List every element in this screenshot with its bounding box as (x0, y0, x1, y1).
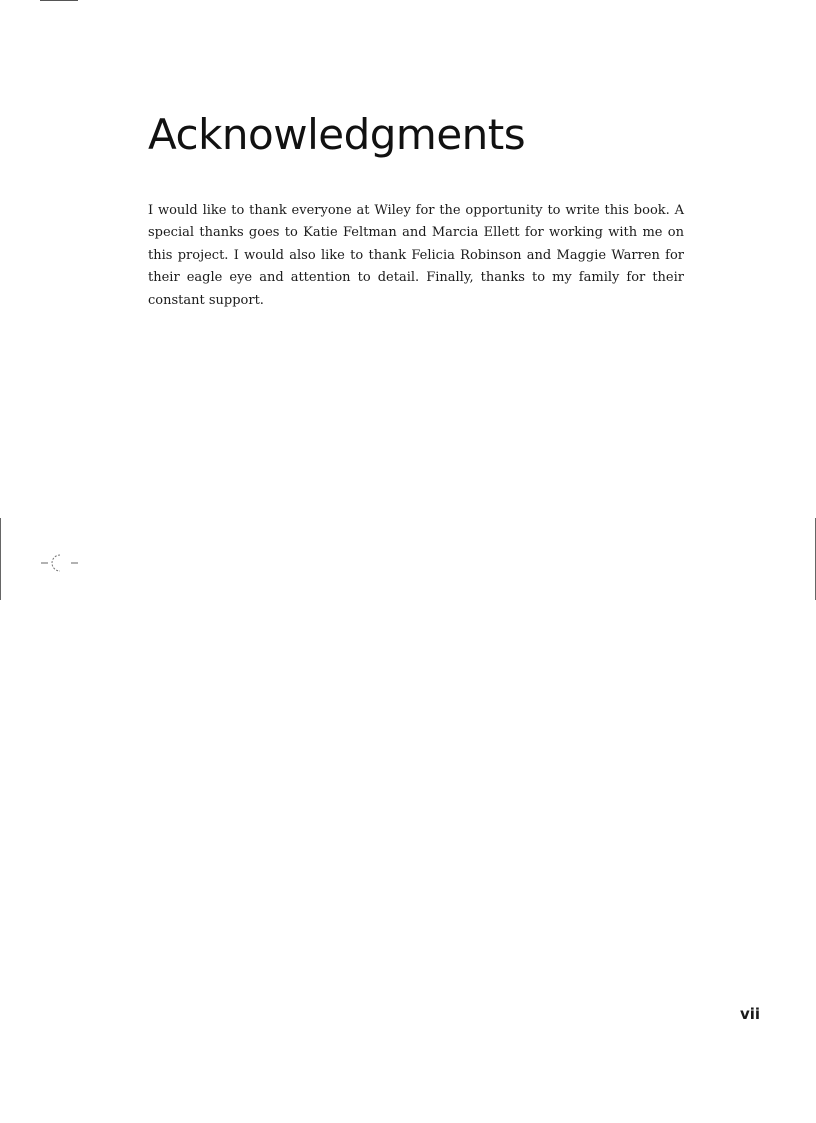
acknowledgments-paragraph: I would like to thank everyone at Wiley for the opportunity to write this book. A special thanks goes to Katie Feltman and Marcia Ellett for working with me on this project. I would also like to thank Felicia Robinson and Maggie Warren for their eagle eye and attention to detail. Finally, thanks to my family for their constant support. (148, 203, 684, 308)
page-title: Acknowledgments (148, 110, 526, 159)
page-number: vii (739, 1005, 760, 1023)
crop-mark-top (40, 0, 78, 1)
registration-mark-icon (40, 551, 80, 575)
page-edge-left (0, 518, 1, 600)
